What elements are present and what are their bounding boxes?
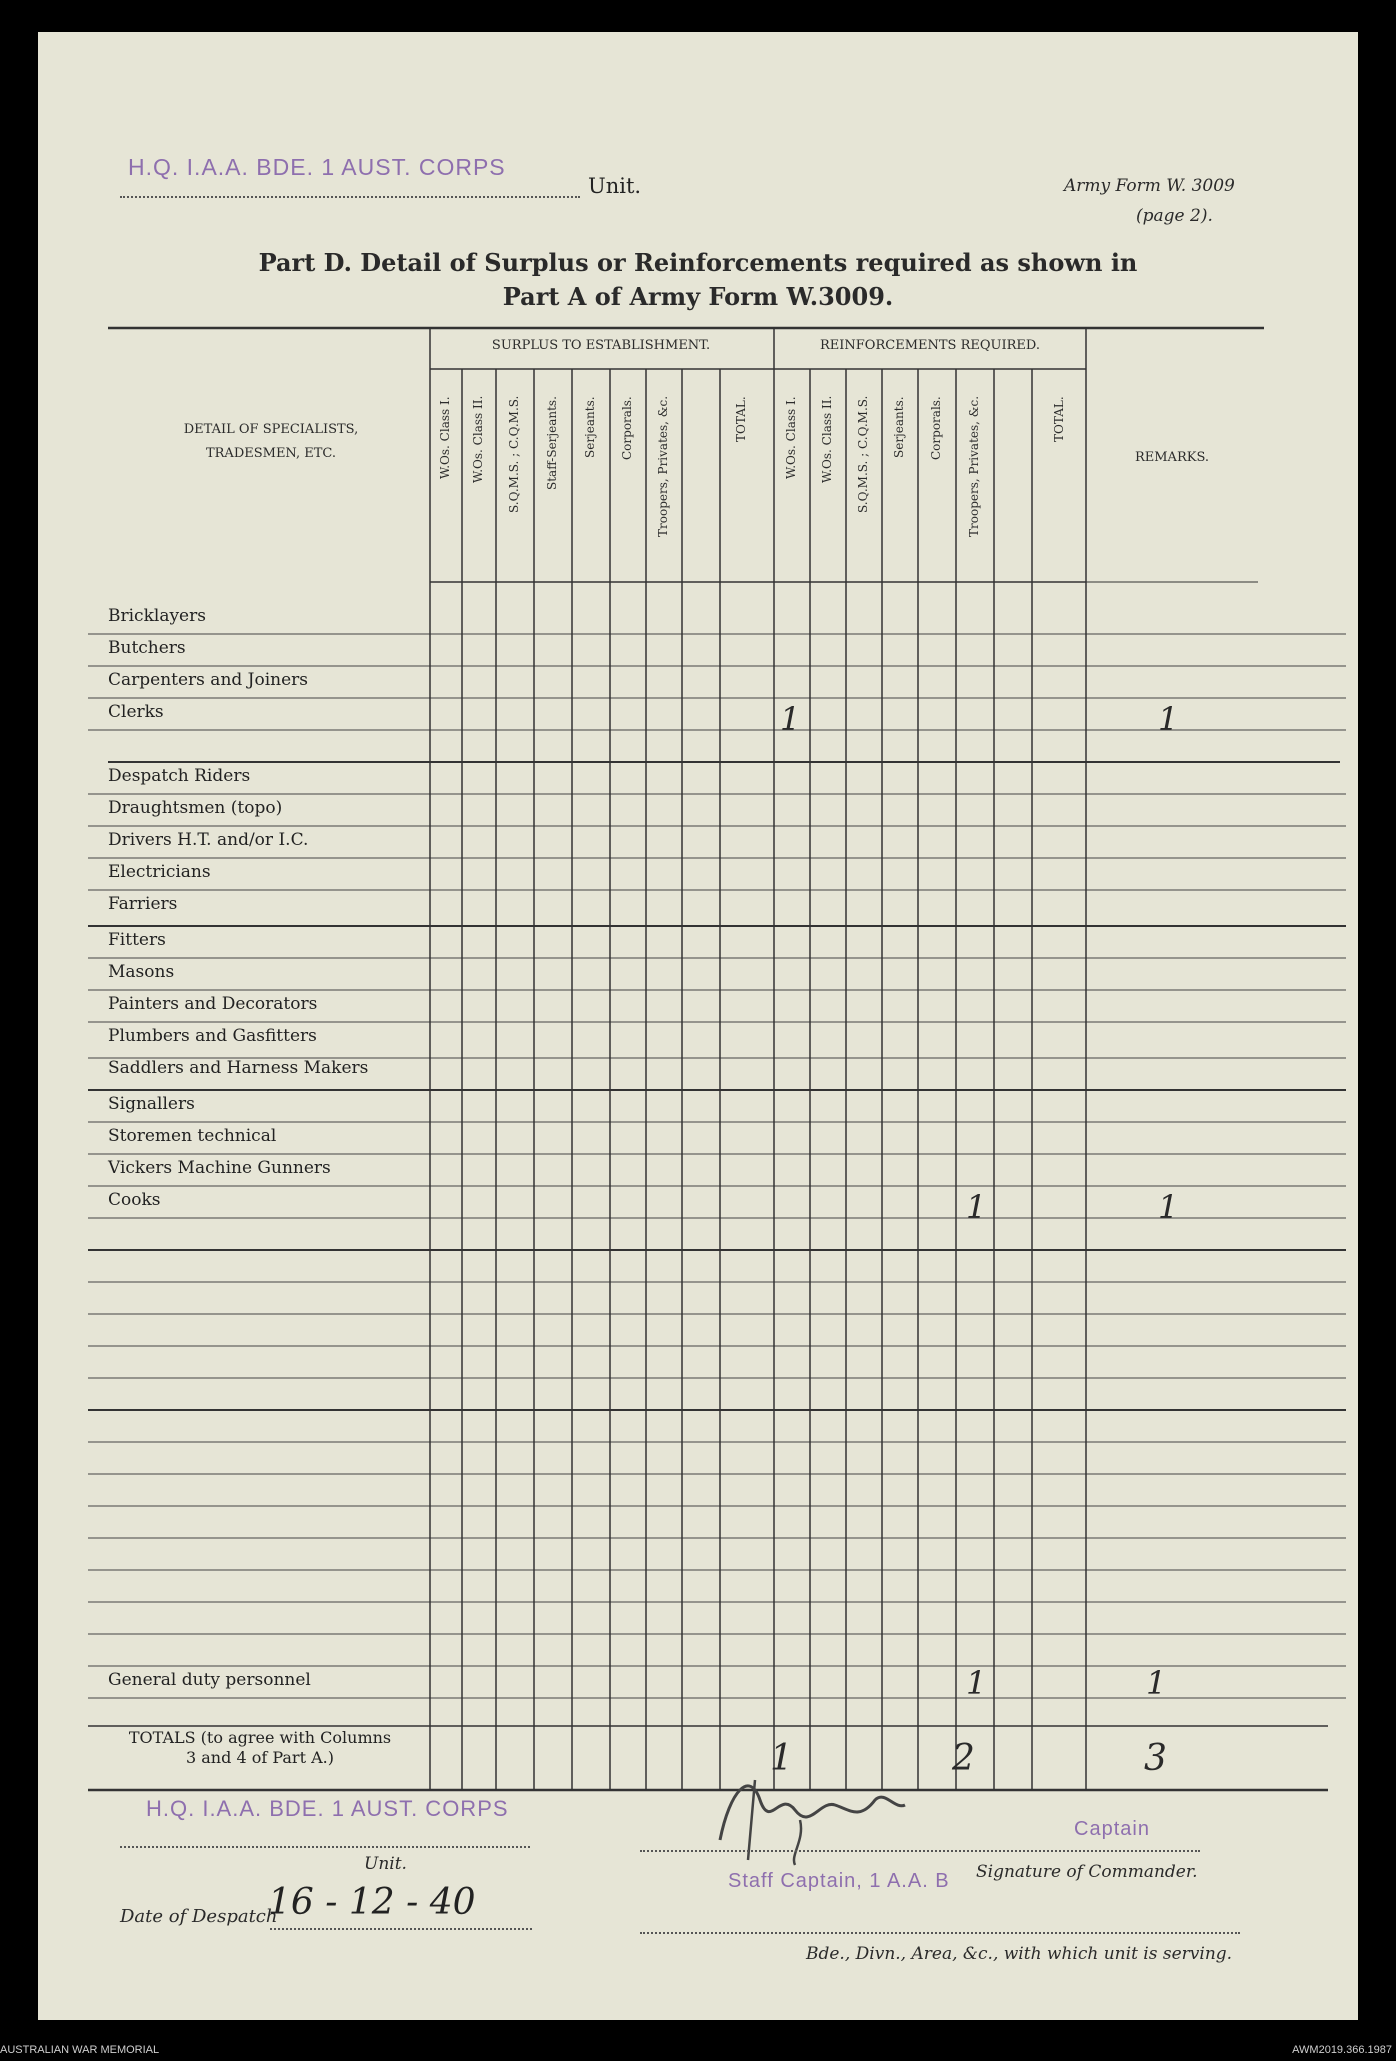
row-label: Despatch Riders bbox=[108, 766, 251, 786]
bde-line bbox=[640, 1932, 1240, 1934]
credit-left: AUSTRALIAN WAR MEMORIAL bbox=[0, 2044, 160, 2056]
form-page: (page 2). bbox=[1136, 206, 1213, 226]
commander-signature bbox=[700, 1760, 920, 1870]
row-label: Vickers Machine Gunners bbox=[108, 1158, 331, 1178]
bde-label: Bde., Divn., Area, &c., with which unit is serving. bbox=[806, 1944, 1233, 1964]
surplus-column-header: S.Q.M.S. ; C.Q.M.S. bbox=[507, 396, 521, 514]
signature-label: Signature of Commander. bbox=[976, 1862, 1198, 1882]
row-label: Signallers bbox=[108, 1094, 195, 1114]
footer-unit-stamp: H.Q. I.A.A. BDE. 1 AUST. CORPS bbox=[146, 1796, 509, 1821]
gdp-reinf-troopers: 1 bbox=[966, 1664, 987, 1702]
detail-header bbox=[108, 418, 434, 466]
surplus-column-header: W.Os. Class I. bbox=[438, 396, 452, 479]
form-name: Army Form W. 3009 bbox=[1064, 176, 1235, 196]
reinforcements-header: REINFORCEMENTS REQUIRED. bbox=[820, 338, 1040, 353]
row-label: Carpenters and Joiners bbox=[108, 670, 309, 690]
remarks-header: REMARKS. bbox=[1134, 450, 1210, 465]
form-title-line1: Part D. Detail of Surplus or Reinforcements required as shown in bbox=[258, 248, 1138, 277]
date-line bbox=[270, 1928, 532, 1930]
surplus-column-header: TOTAL. bbox=[734, 396, 748, 442]
totals-label-line2: 3 and 4 of Part A.) bbox=[186, 1748, 334, 1767]
surplus-column-header: Serjeants. bbox=[583, 396, 597, 458]
clerks-reinf-woc1: 1 bbox=[780, 700, 801, 738]
row-label: Bricklayers bbox=[108, 606, 206, 626]
staff-stamp: Staff Captain, 1 A.A. B bbox=[728, 1870, 950, 1892]
cooks-remarks: 1 bbox=[1158, 1188, 1179, 1226]
cooks-reinf-troopers: 1 bbox=[966, 1188, 987, 1226]
credit-right: AWM2019.366.1987 bbox=[1292, 2044, 1392, 2056]
row-label: Drivers H.T. and/or I.C. bbox=[108, 830, 309, 850]
gdp-remarks: 1 bbox=[1146, 1664, 1167, 1702]
detail-header-line1: DETAIL OF SPECIALISTS, bbox=[183, 422, 359, 437]
total-remarks: 3 bbox=[1144, 1738, 1167, 1779]
row-label: Masons bbox=[108, 962, 175, 982]
row-label: Farriers bbox=[108, 894, 178, 914]
totals-label-line1: TOTALS (to agree with Columns bbox=[128, 1728, 392, 1747]
rank-stamp: Captain bbox=[1074, 1818, 1150, 1840]
reinforcement-column-header: W.Os. Class I. bbox=[784, 396, 798, 479]
surplus-column-header: Staff-Serjeants. bbox=[545, 396, 559, 490]
row-label: Butchers bbox=[108, 638, 186, 658]
signature-line bbox=[640, 1850, 1200, 1852]
unit-stamp: H.Q. I.A.A. BDE. 1 AUST. CORPS bbox=[128, 154, 506, 180]
reinforcement-column-header: Serjeants. bbox=[892, 396, 906, 458]
total-reinf-troopers: 2 bbox=[952, 1738, 975, 1779]
detail-header-line2: TRADESMEN, ETC. bbox=[205, 446, 337, 461]
row-label: Plumbers and Gasfitters bbox=[108, 1026, 317, 1046]
surplus-header: SURPLUS TO ESTABLISHMENT. bbox=[491, 338, 711, 353]
clerks-remarks: 1 bbox=[1158, 700, 1179, 738]
date-value: 16 - 12 - 40 bbox=[268, 1882, 476, 1923]
row-label: Electricians bbox=[108, 862, 211, 882]
total-reinf-woc1: 1 bbox=[770, 1738, 793, 1779]
reinforcement-column-header: W.Os. Class II. bbox=[820, 396, 834, 484]
surplus-column-header: Troopers, Privates, &c. bbox=[656, 396, 670, 538]
row-label: Painters and Decorators bbox=[108, 994, 318, 1014]
row-label: Fitters bbox=[108, 930, 166, 950]
footer-unit-line bbox=[120, 1846, 530, 1848]
row-label: Cooks bbox=[108, 1190, 161, 1210]
reinforcement-column-header: Troopers, Privates, &c. bbox=[967, 396, 981, 538]
row-label: Storemen technical bbox=[108, 1126, 277, 1146]
unit-label: Unit. bbox=[588, 174, 642, 198]
surplus-column-header: W.Os. Class II. bbox=[471, 396, 485, 484]
row-label: Clerks bbox=[108, 702, 164, 722]
row-label: General duty personnel bbox=[108, 1670, 311, 1690]
totals-label bbox=[100, 1728, 420, 1768]
reinforcement-column-header: S.Q.M.S. ; C.Q.M.S. bbox=[856, 396, 870, 514]
reinforcement-column-header: Corporals. bbox=[929, 396, 943, 460]
date-label: Date of Despatch bbox=[120, 1906, 278, 1927]
footer-unit-label: Unit. bbox=[364, 1854, 407, 1874]
surplus-column-header: Corporals. bbox=[620, 396, 634, 460]
row-label: Draughtsmen (topo) bbox=[108, 798, 283, 818]
form-title-line2: Part A of Army Form W.3009. bbox=[502, 282, 894, 311]
row-label: Saddlers and Harness Makers bbox=[108, 1058, 369, 1078]
reinforcement-column-header: TOTAL. bbox=[1052, 396, 1066, 442]
